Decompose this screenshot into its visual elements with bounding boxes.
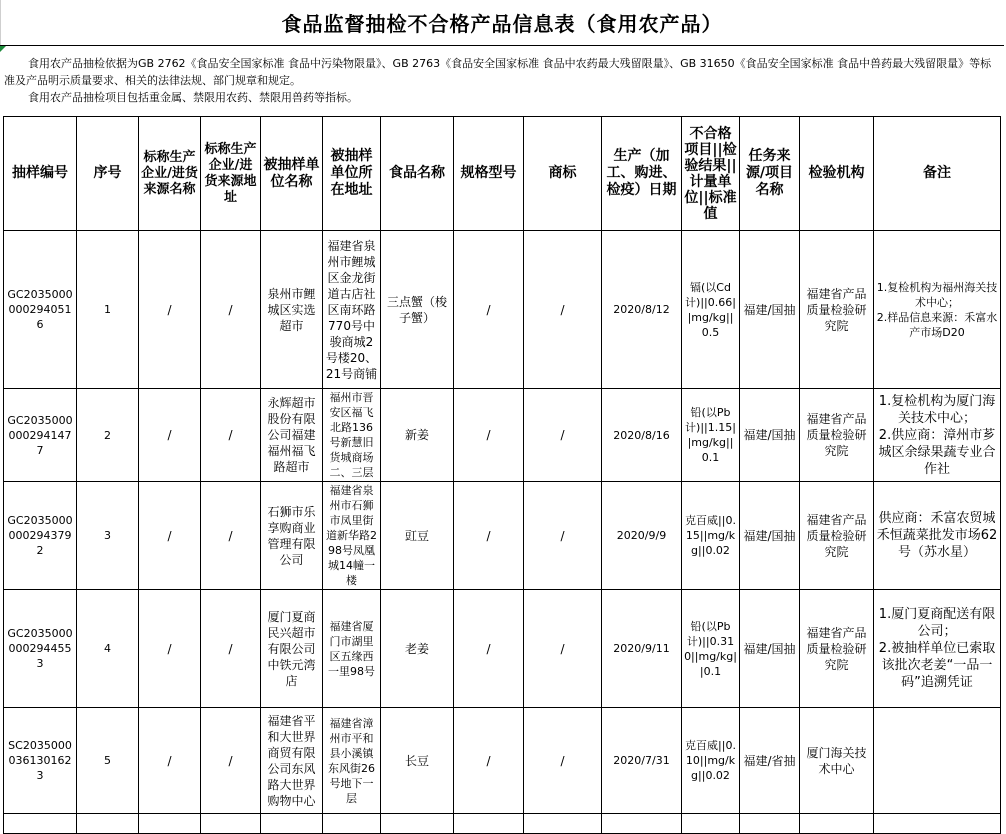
remark-line: 1.厦门夏商配送有限公司； xyxy=(878,607,996,639)
cell-sample-no[interactable]: GC20350000002940516 xyxy=(4,231,77,389)
cell-claimed-name[interactable]: / xyxy=(139,389,201,482)
cell-sampled-addr[interactable]: 福州市晋安区福飞北路136号新慧旧货城商场二、三层 xyxy=(323,389,381,482)
intro-text xyxy=(4,55,1000,106)
cell-sampled-unit[interactable]: 石狮市乐享购商业管理有限公司 xyxy=(261,482,323,590)
cell-sampled-addr[interactable]: 福建省厦门市湖里区五缘西一里98号 xyxy=(323,590,381,708)
cell-brand[interactable]: / xyxy=(524,708,602,814)
cell-seq[interactable]: 3 xyxy=(77,482,139,590)
intro-paragraph-2: 食用农产品抽检项目包括重金属、禁限用农药、禁限用兽药等指标。 xyxy=(28,91,358,104)
header-date[interactable]: 生产（加工、购进、检疫）日期 xyxy=(602,117,682,231)
cell-failed-item[interactable]: 克百威||0.10||mg/kg||0.02 xyxy=(682,708,740,814)
cell-sampled-unit[interactable]: 厦门夏商民兴超市有限公司中铁元湾店 xyxy=(261,590,323,708)
cell-food-name[interactable]: 长豆 xyxy=(381,708,454,814)
cell-sample-no[interactable]: GC20350000002941477 xyxy=(4,389,77,482)
cell-food-name[interactable]: 新姜 xyxy=(381,389,454,482)
cell-task-source[interactable]: 福建/省抽 xyxy=(740,708,800,814)
cell-remark[interactable] xyxy=(874,590,1001,708)
cell-food-name[interactable]: 豇豆 xyxy=(381,482,454,590)
header-brand[interactable]: 商标 xyxy=(524,117,602,231)
cell-claimed-addr[interactable]: / xyxy=(201,231,261,389)
cell-brand[interactable]: / xyxy=(524,590,602,708)
header-claimed-addr[interactable]: 标称生产企业/进货来源地址 xyxy=(201,117,261,231)
remark-line: 2.供应商：漳州市芗城区余绿果蔬专业合作社 xyxy=(878,427,996,477)
cell-seq[interactable]: 4 xyxy=(77,590,139,708)
cell-date[interactable]: 2020/7/31 xyxy=(602,708,682,814)
cell-lab[interactable]: 厦门海关技术中心 xyxy=(800,708,874,814)
intro-paragraph-1: 食用农产品抽检依据为GB 2762《食品安全国家标准 食品中污染物限量》、GB 2763《食品安全国家标准 食品中农药最大残留限量》、GB 31650《食品安全国家标准 食品中兽药最大残留限量》等标准及产品明示质量要求、相关的法律法规、部门规章和规定。 xyxy=(4,57,992,87)
cell-sampled-addr[interactable]: 福建省漳州市平和县小溪镇东风街26号地下一层 xyxy=(323,708,381,814)
cell-spec[interactable]: / xyxy=(454,590,524,708)
cell-task-source[interactable]: 福建/国抽 xyxy=(740,482,800,590)
header-row xyxy=(4,117,1001,231)
cell-brand[interactable]: / xyxy=(524,482,602,590)
cell-failed-item[interactable]: 镉(以Cd计)||0.66||mg/kg||0.5 xyxy=(682,231,740,389)
cell-date[interactable]: 2020/8/12 xyxy=(602,231,682,389)
header-sampled-addr[interactable]: 被抽样单位所在地址 xyxy=(323,117,381,231)
cell-sampled-unit[interactable]: 泉州市鲤城区实选超市 xyxy=(261,231,323,389)
table-row xyxy=(4,231,1001,389)
cell-claimed-addr[interactable]: / xyxy=(201,708,261,814)
table-row xyxy=(4,389,1001,482)
cell-claimed-name[interactable]: / xyxy=(139,708,201,814)
remark-line: 1.复检机构为福州海关技术中心； xyxy=(876,280,998,309)
cell-sampled-unit[interactable]: 福建省平和大世界商贸有限公司东风路大世界购物中心 xyxy=(261,708,323,814)
cell-task-source[interactable]: 福建/国抽 xyxy=(740,389,800,482)
cell-remark[interactable] xyxy=(874,389,1001,482)
header-seq[interactable]: 序号 xyxy=(77,117,139,231)
page-title: 食品监督抽检不合格产品信息表（食用农产品） xyxy=(0,0,1004,46)
cell-seq[interactable]: 1 xyxy=(77,231,139,389)
cell-sampled-unit[interactable]: 永辉超市股份有限公司福建福州福飞路超市 xyxy=(261,389,323,482)
cell-failed-item[interactable]: 铅(以Pb计)||1.15||mg/kg||0.1 xyxy=(682,389,740,482)
cell-spec[interactable]: / xyxy=(454,482,524,590)
cell-food-name[interactable]: 三点蟹（梭子蟹） xyxy=(381,231,454,389)
cell-food-name[interactable]: 老姜 xyxy=(381,590,454,708)
cell-sampled-addr[interactable]: 福建省泉州市鲤城区金龙街道古店社区南环路770号中骏商城2号楼20、21号商铺 xyxy=(323,231,381,389)
cell-seq[interactable]: 2 xyxy=(77,389,139,482)
remark-line: 2.样品信息来源：禾富水产市场D20 xyxy=(876,310,998,339)
cell-sample-no[interactable]: SC20350000361301623 xyxy=(4,708,77,814)
header-task-source[interactable]: 任务来源/项目名称 xyxy=(740,117,800,231)
cell-date[interactable]: 2020/8/16 xyxy=(602,389,682,482)
header-lab[interactable]: 检验机构 xyxy=(800,117,874,231)
cell-indicator-icon xyxy=(0,46,6,52)
header-food-name[interactable]: 食品名称 xyxy=(381,117,454,231)
cell-spec[interactable]: / xyxy=(454,708,524,814)
remark-line: 供应商：禾富农贸城禾恒蔬菜批发市场62号（苏水星） xyxy=(876,511,998,560)
remark-line: 2.被抽样单位已索取该批次老姜“一品一码”追溯凭证 xyxy=(878,641,996,690)
header-remark[interactable]: 备注 xyxy=(874,117,1001,231)
cell-remark[interactable] xyxy=(874,482,1001,590)
cell-remark[interactable] xyxy=(874,231,1001,389)
data-table xyxy=(3,116,1001,834)
cell-claimed-addr[interactable]: / xyxy=(201,482,261,590)
cell-claimed-name[interactable]: / xyxy=(139,590,201,708)
table-row xyxy=(4,590,1001,708)
remark-line: 1.复检机构为厦门海关技术中心； xyxy=(878,393,996,426)
cell-spec[interactable]: / xyxy=(454,231,524,389)
table-row xyxy=(4,482,1001,590)
cell-brand[interactable]: / xyxy=(524,389,602,482)
table-row xyxy=(4,708,1001,814)
cell-failed-item[interactable]: 克百威||0.15||mg/kg||0.02 xyxy=(682,482,740,590)
header-spec[interactable]: 规格型号 xyxy=(454,117,524,231)
header-sample-no[interactable]: 抽样编号 xyxy=(4,117,77,231)
cell-claimed-name[interactable]: / xyxy=(139,231,201,389)
cell-seq[interactable]: 5 xyxy=(77,708,139,814)
cell-lab[interactable]: 福建省产品质量检验研究院 xyxy=(800,590,874,708)
cell-claimed-addr[interactable]: / xyxy=(201,389,261,482)
cell-date[interactable]: 2020/9/11 xyxy=(602,590,682,708)
header-failed-item[interactable]: 不合格项目||检验结果||计量单位||标准值 xyxy=(682,117,740,231)
cell-task-source[interactable]: 福建/国抽 xyxy=(740,590,800,708)
cell-spec[interactable]: / xyxy=(454,389,524,482)
cell-date[interactable]: 2020/9/9 xyxy=(602,482,682,590)
cell-claimed-addr[interactable]: / xyxy=(201,590,261,708)
header-sampled-unit[interactable]: 被抽样单位名称 xyxy=(261,117,323,231)
cell-lab[interactable]: 福建省产品质量检验研究院 xyxy=(800,482,874,590)
header-claimed-name[interactable]: 标称生产企业/进货来源名称 xyxy=(139,117,201,231)
cell-lab[interactable]: 福建省产品质量检验研究院 xyxy=(800,231,874,389)
cell-remark[interactable] xyxy=(874,708,1001,814)
cell-sample-no[interactable]: GC20350000002943792 xyxy=(4,482,77,590)
cell-sampled-addr[interactable]: 福建省泉州市石狮市凤里街道新华路298号凤凰城14幢一楼 xyxy=(323,482,381,590)
cell-brand[interactable]: / xyxy=(524,231,602,389)
cell-sample-no[interactable]: GC20350000002944553 xyxy=(4,590,77,708)
cell-failed-item[interactable]: 铅(以Pb计)||0.310||mg/kg||0.1 xyxy=(682,590,740,708)
cell-claimed-name[interactable]: / xyxy=(139,482,201,590)
cell-task-source[interactable]: 福建/国抽 xyxy=(740,231,800,389)
cell-lab[interactable]: 福建省产品质量检验研究院 xyxy=(800,389,874,482)
